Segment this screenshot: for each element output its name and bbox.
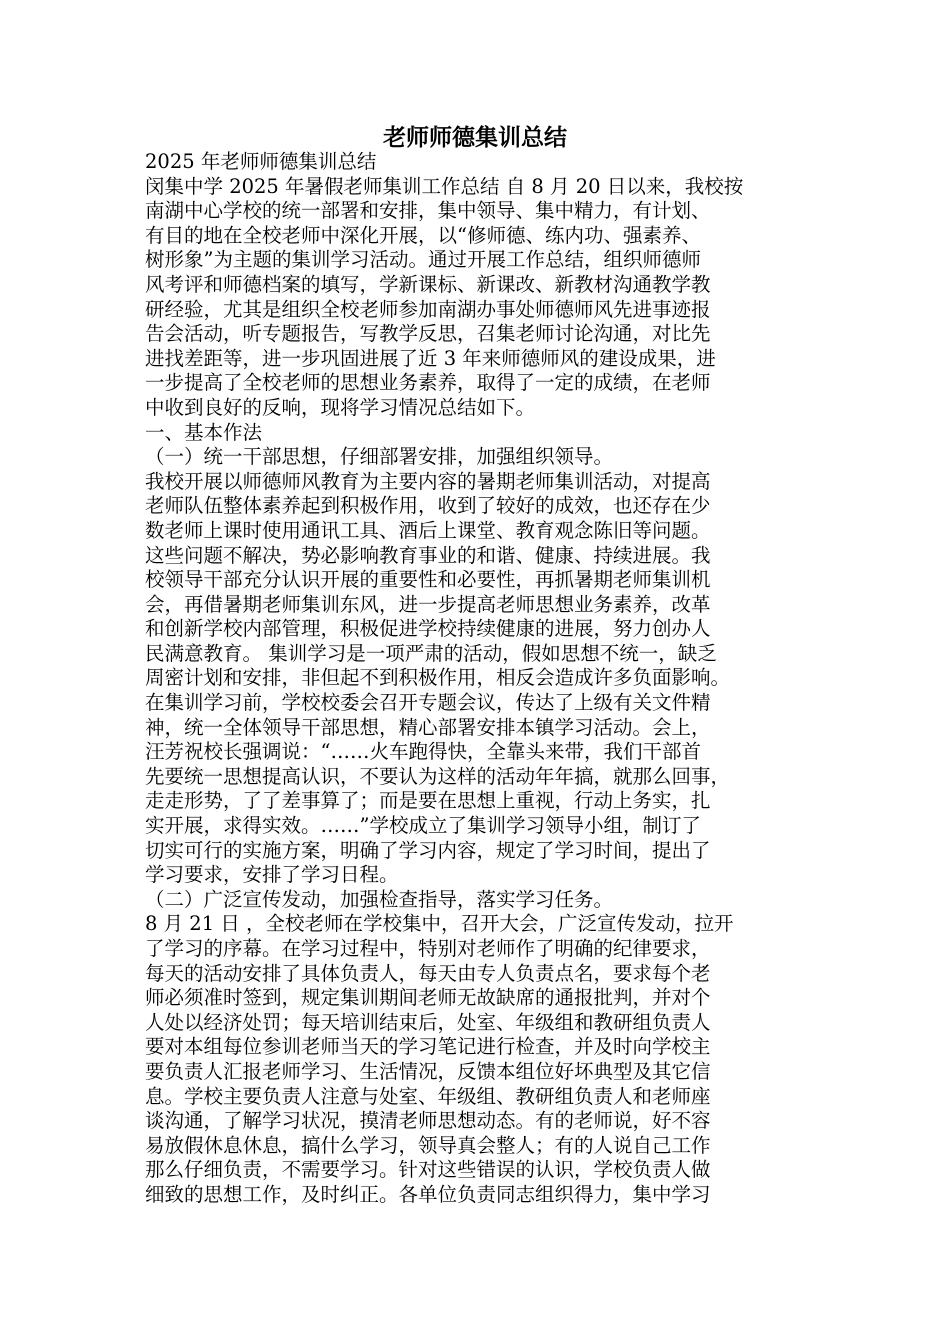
text-line: 人处以经济处罚；每天培训结束后，处室、年级组和教研组负责人 bbox=[145, 1010, 711, 1034]
text-line: 学习要求，安排了学习日程。 bbox=[145, 863, 399, 887]
text-line: 师必须准时签到，规定集训期间老师无故缺席的通报批判，并对个 bbox=[145, 986, 711, 1010]
text-line: 有目的地在全校老师中深化开展，以“修师德、练内功、强素养、 bbox=[145, 223, 701, 247]
text-line: 我校开展以师德师风教育为主要内容的暑期老师集训活动，对提高 bbox=[145, 469, 711, 493]
text-line: 息。学校主要负责人注意与处室、年级组、教研组负责人和老师座 bbox=[145, 1084, 711, 1108]
text-line: 和创新学校内部管理，积极促进学校持续健康的进展，努力创办人 bbox=[145, 617, 711, 641]
text-line: 那么仔细负责，不需要学习。针对这些错误的认识，学校负责人做 bbox=[145, 1158, 711, 1182]
text-line: 切实可行的实施方案，明确了学习内容，规定了学习时间，提出了 bbox=[145, 838, 711, 862]
text-line: 在集训学习前，学校校委会召开专题会议，传达了上级有关文件精 bbox=[145, 691, 711, 715]
text-line: 细致的思想工作，及时纠正。各单位负责同志组织得力，集中学习 bbox=[145, 1182, 711, 1206]
text-line: 周密计划和安排，非但起不到积极作用，相反会造成许多负面影响。 bbox=[145, 666, 731, 690]
text-line: 这些问题不解决，势必影响教育事业的和谐、健康、持续进展。我 bbox=[145, 543, 711, 567]
text-line: 研经验，尤其是组织全校老师参加南湖办事处师德师风先进事迹报 bbox=[145, 297, 711, 321]
text-line: 一、基本作法 bbox=[145, 420, 263, 444]
text-line: 闵集中学 2025 年暑假老师集训工作总结 自 8 月 20 日以来，我校按 bbox=[145, 174, 744, 198]
text-line: 告会活动，听专题报告，写教学反思，召集老师讨论沟通，对比先 bbox=[145, 322, 711, 346]
text-line: （一）统一干部思想，仔细部署安排，加强组织领导。 bbox=[145, 445, 614, 469]
text-line: 先要统一思想提高认识，不要认为这样的活动年年搞，就那么回事， bbox=[145, 764, 731, 788]
text-line: 进找差距等，进一步巩固进展了近 3 年来师德师风的建设成果，进 bbox=[145, 346, 716, 370]
text-line: 民满意教育。 集训学习是一项严肃的活动，假如思想不统一，缺乏 bbox=[145, 641, 717, 665]
text-line: 校领导干部充分认识开展的重要性和必要性，再抓暑期老师集训机 bbox=[145, 568, 711, 592]
text-line: 中收到良好的反响，现将学习情况总结如下。 bbox=[145, 395, 536, 419]
text-line: 了学习的序幕。在学习过程中，特别对老师作了明确的纪律要求， bbox=[145, 937, 711, 960]
text-line: （二）广泛宣传发动，加强检查指导，落实学习任务。 bbox=[145, 887, 614, 911]
text-line: 2025 年老师师德集训总结 bbox=[145, 150, 377, 173]
document-body bbox=[145, 150, 805, 1208]
text-line: 风考评和师德档案的填写，学新课标、新课改、新教材沟通教学教 bbox=[145, 272, 711, 296]
text-line: 数老师上课时使用通讯工具、酒后上课堂、教育观念陈旧等问题。 bbox=[145, 518, 711, 542]
text-line: 易放假休息休息，搞什么学习，领导真会整人；有的人说自己工作 bbox=[145, 1133, 711, 1157]
text-line: 走走形势，了了差事算了；而是要在思想上重视，行动上务实，扎 bbox=[145, 789, 711, 813]
text-line: 8 月 21 日 ，全校老师在学校集中，召开大会，广泛宣传发动，拉开 bbox=[145, 912, 734, 936]
text-line: 南湖中心学校的统一部署和安排，集中领导、集中精力，有计划、 bbox=[145, 199, 711, 223]
document-title: 老师师德集训总结 bbox=[383, 124, 567, 151]
text-line: 汪芳祝校长强调说：“……火车跑得快，全靠头来带，我们干部首 bbox=[145, 740, 701, 764]
text-line: 要负责人汇报老师学习、生活情况，反馈本组位好坏典型及其它信 bbox=[145, 1059, 711, 1083]
text-line: 一步提高了全校老师的思想业务素养，取得了一定的成绩，在老师 bbox=[145, 371, 711, 395]
text-line: 谈沟通，了解学习状况，摸清老师思想动态。有的老师说，好不容 bbox=[145, 1109, 711, 1133]
text-line: 实开展，求得实效。……”学校成立了集训学习领导小组，制订了 bbox=[145, 814, 701, 838]
text-line: 会，再借暑期老师集训东风，进一步提高老师思想业务素养，改革 bbox=[145, 592, 711, 616]
text-line: 每天的活动安排了具体负责人，每天由专人负责点名，要求每个老 bbox=[145, 961, 711, 985]
text-line: 神，统一全体领导干部思想，精心部署安排本镇学习活动。会上， bbox=[145, 715, 711, 739]
text-line: 要对本组每位参训老师当天的学习笔记进行检查，并及时向学校主 bbox=[145, 1035, 711, 1059]
text-line: 老师队伍整体素养起到积极作用，收到了较好的成效，也还存在少 bbox=[145, 494, 711, 518]
text-line: 树形象”为主题的集训学习活动。通过开展工作总结，组织师德师 bbox=[145, 248, 701, 272]
